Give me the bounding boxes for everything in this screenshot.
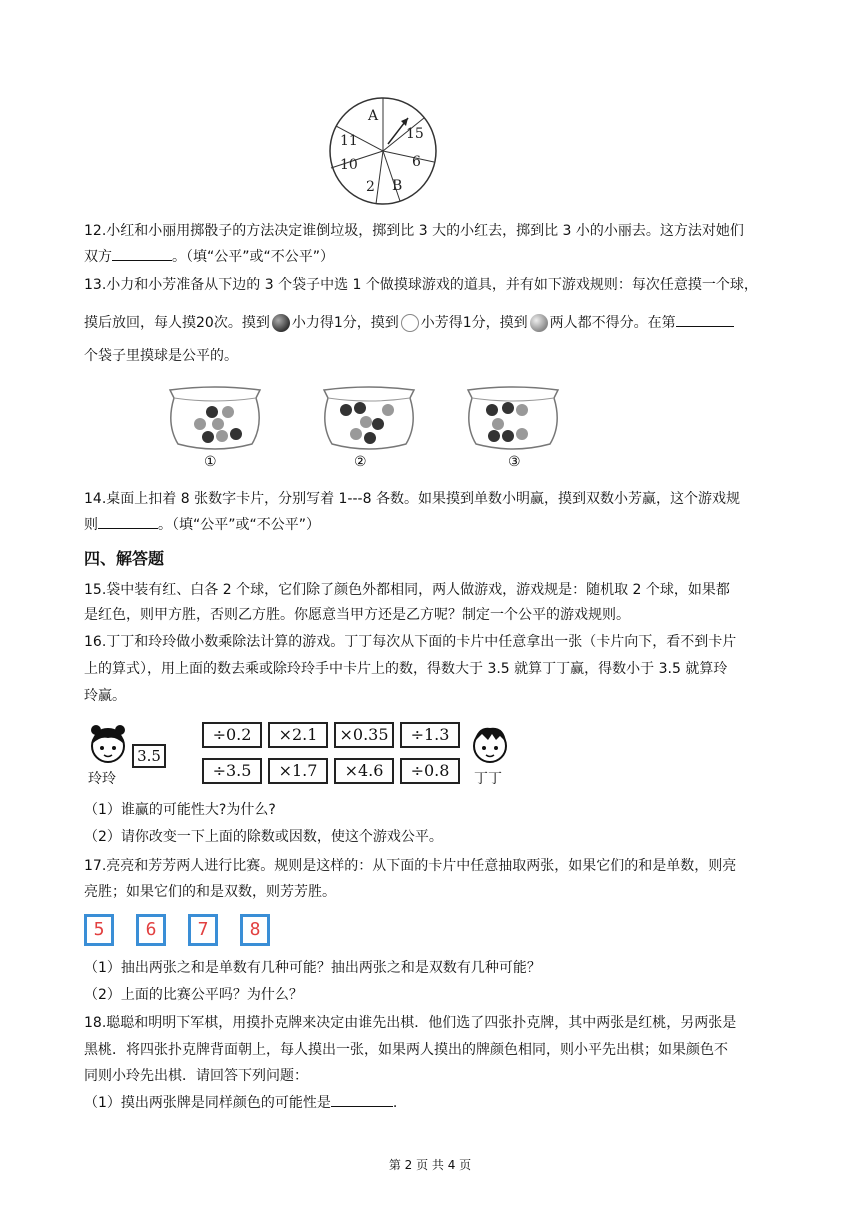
answer-blank[interactable]: [98, 514, 158, 529]
q18-sub1: [84, 1092, 397, 1113]
q18-line2: 黑桃．将四张扑克牌背面朝上，每人摸出一张，如果两人摸出的牌颜色相同，则小平先出棋；如果颜色不: [84, 1042, 728, 1058]
spinner-sector-label: 6: [412, 154, 421, 170]
bag-label: ①: [204, 454, 217, 470]
operation-card: ×2.1: [268, 722, 328, 748]
bag-2: [314, 384, 424, 456]
q17-line1: 17.亮亮和芳芳两人进行比赛。规则是这样的：从下面的卡片中任意抽取两张，如果它们的和是单数，则亮: [84, 858, 737, 874]
q18-text: .: [392, 1095, 398, 1111]
operation-card: ×1.7: [268, 758, 328, 784]
q14-line2: [84, 514, 320, 535]
q17-sub1: （1）抽出两张之和是单数有几种可能？抽出两张之和是双数有几种可能？: [84, 960, 541, 976]
q18-text: （1）摸出两张牌是同样颜色的可能性是: [84, 1095, 331, 1111]
q12-line1: 12.小红和小丽用掷骰子的方法决定谁倒垃圾，掷到比 3 大的小红去，掷到比 3 小的小丽去。这方法对她们: [84, 223, 744, 239]
q18-line3: 同则小玲先出棋．请回答下列问题：: [84, 1068, 308, 1084]
gray-ball-icon: [530, 314, 548, 332]
bag-3: [458, 384, 568, 456]
q14-text: 。（填“公平”或“不公平”）: [158, 517, 321, 533]
q15-line2: 是红色，则甲方胜，否则乙方胜。你愿意当甲方还是乙方呢？制定一个公平的游戏规则。: [84, 607, 630, 623]
q16-sub2: （2）请你改变一下上面的除数或因数，使这个游戏公平。: [84, 829, 443, 845]
q13-text: 小力得1分，摸到: [291, 315, 399, 331]
q12-text: 。（填“公平”或“不公平”）: [172, 249, 335, 265]
operation-card: ÷1.3: [400, 722, 460, 748]
q13-line2: [84, 312, 734, 333]
page-footer: 第 2 页 共 4 页: [388, 1158, 472, 1172]
operation-card: ÷3.5: [202, 758, 262, 784]
operation-card: ÷0.8: [400, 758, 460, 784]
q13-line1: 13.小力和小芳准备从下边的 3 个袋子中选 1 个做摸球游戏的道具，并有如下游戏规则：每次任意摸一个球，: [84, 277, 758, 293]
number-card: 7: [188, 914, 218, 946]
number-card: 8: [240, 914, 270, 946]
q13-text: 摸后放回，每人摸20次。摸到: [84, 315, 270, 331]
bag-label: ②: [354, 454, 367, 470]
q17-line2: 亮胜；如果它们的和是双数，则芳芳胜。: [84, 884, 336, 900]
operation-card: ×4.6: [334, 758, 394, 784]
boy-dingding-icon: [468, 722, 512, 770]
boy-name-label: 丁丁: [474, 771, 502, 787]
answer-blank[interactable]: [676, 312, 734, 327]
q12-line2: [84, 246, 334, 267]
bag-1: [160, 384, 270, 456]
spinner-sector-label: 11: [340, 133, 358, 149]
q14-line1: 14.桌面上扣着 8 张数字卡片，分别写着 1---8 各数。如果摸到单数小明赢，摸到双数小芳赢，这个游戏规: [84, 491, 740, 507]
q17-sub2: （2）上面的比赛公平吗？为什么？: [84, 987, 303, 1003]
q18-line1: 18.聪聪和明明下军棋，用摸扑克牌来决定由谁先出棋．他们选了四张扑克牌，其中两张是红桃，另两张是: [84, 1015, 737, 1031]
number-card: 6: [136, 914, 166, 946]
operation-card: ×0.35: [334, 722, 394, 748]
spinner-figure: [328, 96, 438, 206]
girl-lingling-icon: [86, 722, 130, 770]
spinner-sector-label: 15: [406, 126, 424, 142]
girl-name-label: 玲玲: [88, 771, 116, 787]
bag-label: ③: [508, 454, 521, 470]
answer-blank[interactable]: [112, 246, 172, 261]
q13-text: 两人都不得分。在第: [549, 315, 676, 331]
q15-line1: 15.袋中装有红、白各 2 个球，它们除了颜色外都相同，两人做游戏，游戏规是：随机取 2 个球，如果都: [84, 582, 730, 598]
q16-line1: 16.丁丁和玲玲做小数乘除法计算的游戏。丁丁每次从下面的卡片中任意拿出一张（卡片向下，看不到卡片: [84, 634, 737, 650]
operation-card: ÷0.2: [202, 722, 262, 748]
number-card: 5: [84, 914, 114, 946]
q14-text: 则: [84, 517, 98, 533]
white-ball-icon: [401, 314, 419, 332]
q16-line2: 上的算式），用上面的数去乘或除玲玲手中卡片上的数，得数大于 3.5 就算丁丁赢，得数小于 3.5 就算玲: [84, 661, 728, 677]
q12-text: 双方: [84, 249, 112, 265]
spinner-sector-label: A: [368, 108, 379, 124]
answer-blank[interactable]: [331, 1092, 393, 1107]
q16-line3: 玲赢。: [84, 688, 126, 704]
section-heading: 四、解答题: [84, 549, 165, 568]
spinner-sector-label: 10: [340, 157, 358, 173]
spinner-sector-label: B: [392, 178, 403, 194]
q13-text: 小芳得1分，摸到: [420, 315, 528, 331]
lingling-number-card: 3.5: [132, 744, 166, 768]
q13-line3: 个袋子里摸球是公平的。: [84, 348, 238, 364]
dark-ball-icon: [272, 314, 290, 332]
spinner-sector-label: 2: [366, 179, 375, 195]
q16-sub1: （1）谁赢的可能性大?为什么?: [84, 802, 276, 818]
